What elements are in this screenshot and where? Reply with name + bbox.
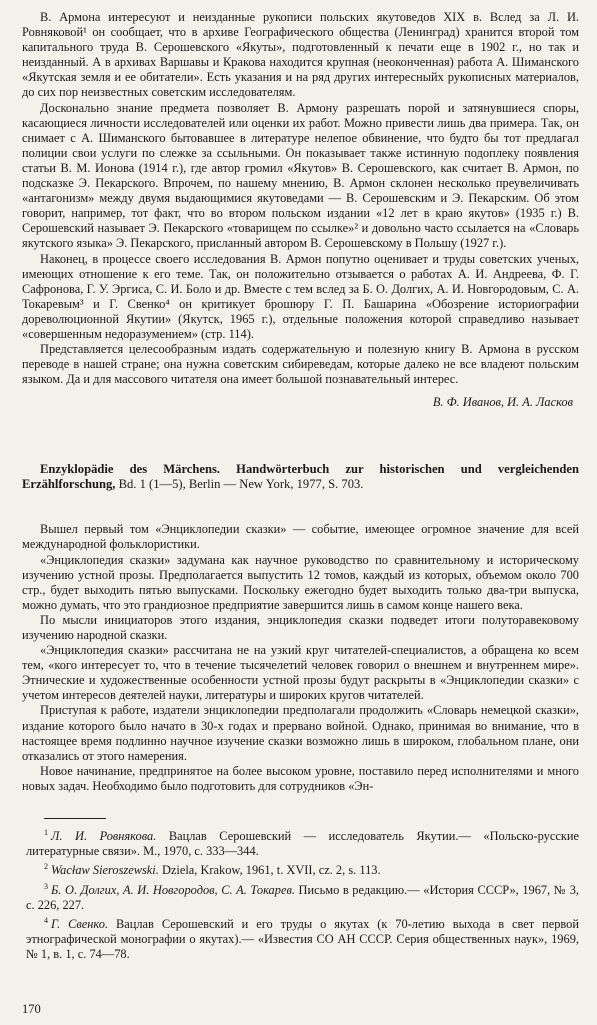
- paragraph: Досконально знание предмета позволяет В. Армону разрешать порой и затянувшиеся споры, касающиеся личности исследователей или оценки их работ. Можно привести лишь два примера. Так, он снимает с А. Шиманского бытовавшее в литературе нелепое обвинение, что будто бы тот предлагал полиции свои услуги по слежке за ссыльными. Он показывает также истинную подоплеку появления статьи В. М. Ионова (1914 г.), где автор громил «Якутов» В. Серошевского, как считает В. Армон, по подсказке Э. Пекарского. Впрочем, по нашему мнению, В. Армон склонен несколько преувеличивать «антагонизм» между двумя выдающимися якутоведами — В. Серошевским и Э. Пекарским. Об этом говорит, например, тот факт, что во втором польском издании «12 лет в краю якутов» (1935 г.) В. Серошевский называет Э. Пекарского «товарищем по ссылке»² и довольно часто ссылается на «Словарь якутского языка» Э. Пекарского, присланный автором В. Серошевскому в Польшу (1927 г.).: [22, 100, 579, 251]
- bib-title: Enzyklopädie des Märchens. Handwörterbuch zur historischen und vergleichenden Erzählforschung,: [22, 462, 579, 492]
- paragraph: Новое начинание, предпринятое на более высоком уровне, поставило перед исполнителями и много новых задач. Необходимо было подготовить для сотрудников «Эн-: [22, 763, 579, 793]
- paragraph: Вышел первый том «Энциклопедии сказки» — событие, имеющее огромное значение для всей международной фольклористики.: [22, 522, 579, 552]
- paragraph: Представляется целесообразным издать содержательную и полезную книгу В. Армона в русском переводе в нашей стране; она нужна советским сибиреведам, которые далеко не все владеют польским языком. Да и для массового читателя она имеет большой познавательный интерес.: [22, 342, 579, 387]
- paragraph: В. Армона интересуют и неизданные рукописи польских якутоведов XIX в. Вслед за Л. И. Ровняковой¹ он сообщает, что в архиве Географического общества (Ленинград) хранится второй том капитального труда В. Серошевского «Якуты», подготовленный к печати еще в 1902 г., но так и неизданный. А в архивах Варшавы и Кракова находится крупная (неоконченная) работа А. Шиманского «Якутская земля и ее обитатели». Есть указания и на ряд других интересныйх рукописных материалов, до сих пор неизвестных советским исследователям.: [22, 10, 579, 100]
- bibliographic-heading: [22, 462, 579, 492]
- paragraph: «Энциклопедия сказки» рассчитана не на узкий круг читателей-специалистов, а обращена ко всем тем, «кого интересует то, что в течение тысячелетий человек говорил о внешнем и внутреннем мире». Этнические и художественные особенности устной прозы будут раскрыты в «Энциклопедии сказки» с учетом интересов деятелей науки, литературы и широких кругов читателей.: [22, 643, 579, 703]
- paragraph: Наконец, в процессе своего исследования В. Армон попутно оценивает и труды советских ученых, имеющих отношение к его теме. Так, он положительно отзывается о работах А. И. Андреева, Ф. Г. Сафронова, Г. У. Эргиса, С. И. Боло и др. Вместе с тем вслед за Б. О. Долгих, А. И. Новгородовым, С. А. Токаревым³ и Г. Свенко⁴ он критикует брошюру Г. П. Башарина «Обозрение историографии дореволюционной Якутии» (Якутск, 1965 г.), отдельные положения которой справедливо называет «совершенным недоразумением» (стр. 114).: [22, 251, 579, 341]
- footnote-divider: [44, 818, 106, 819]
- review-signature: В. Ф. Иванов, И. А. Ласков: [432, 395, 573, 410]
- review-armon: [22, 10, 579, 410]
- paragraph: Приступая к работе, издатели энциклопедии предполагали продолжить «Словарь немецкой сказки», издание которого было начато в 30-х годах и прервано войной. Однако, принимая во внимание, что в настоящее время подлинно научное изучение сказки возможно лишь в широком, глобальном плане, они отказались от этого намерения.: [22, 703, 579, 763]
- review-enzyklopadie: [22, 462, 579, 794]
- footnote: $^4$ Г. Свенко. Вацлав Серошевский и его труды о якутах (к 70-летию выхода в свет первой этнографической монографии о якутах).— «Известия СО АН СССР. Серия общественных наук», 1969, № 1, в. 1, с. 74—78.: [26, 915, 579, 962]
- paragraph: По мысли инициаторов этого издания, энциклопедия сказки подведет итоги полуторавековому изучению народной сказки.: [22, 612, 579, 642]
- paragraph: «Энциклопедия сказки» задумана как научное руководство по сравнительному и историческому изучению устной прозы. Предполагается выпустить 12 томов, каждый из которых, объемом около 700 стр., будет выходить пятью выпусками. Поскольку ежегодно будет выходить только два-три выпуска, можно думать, что это грандиозное предприятие завершится лишь в самом конце нашего века.: [22, 552, 579, 612]
- footnotes: [22, 825, 579, 962]
- footnote: $^3$ Б. О. Долгих, А. И. Новгородов, С. А. Токарев. Письмо в редакцию.— «История СССР», 1967, № 3, с. 226, 227.: [26, 881, 580, 912]
- footnote: $^1$ Л. И. Ровнякова. Вацлав Серошевский — исследователь Якутии.— «Польско-русские литературные связи». М., 1970, с. 333—344.: [26, 828, 580, 859]
- bib-details: Bd. 1 (1—5), Berlin — New York, 1977, S. 703.: [115, 477, 364, 492]
- footnote: $^2$ Wacław Sieroszewski. Dziela, Krakow, 1961, t. XVII, cz. 2, s. 113.: [44, 862, 381, 878]
- page-number: 170: [22, 1002, 41, 1016]
